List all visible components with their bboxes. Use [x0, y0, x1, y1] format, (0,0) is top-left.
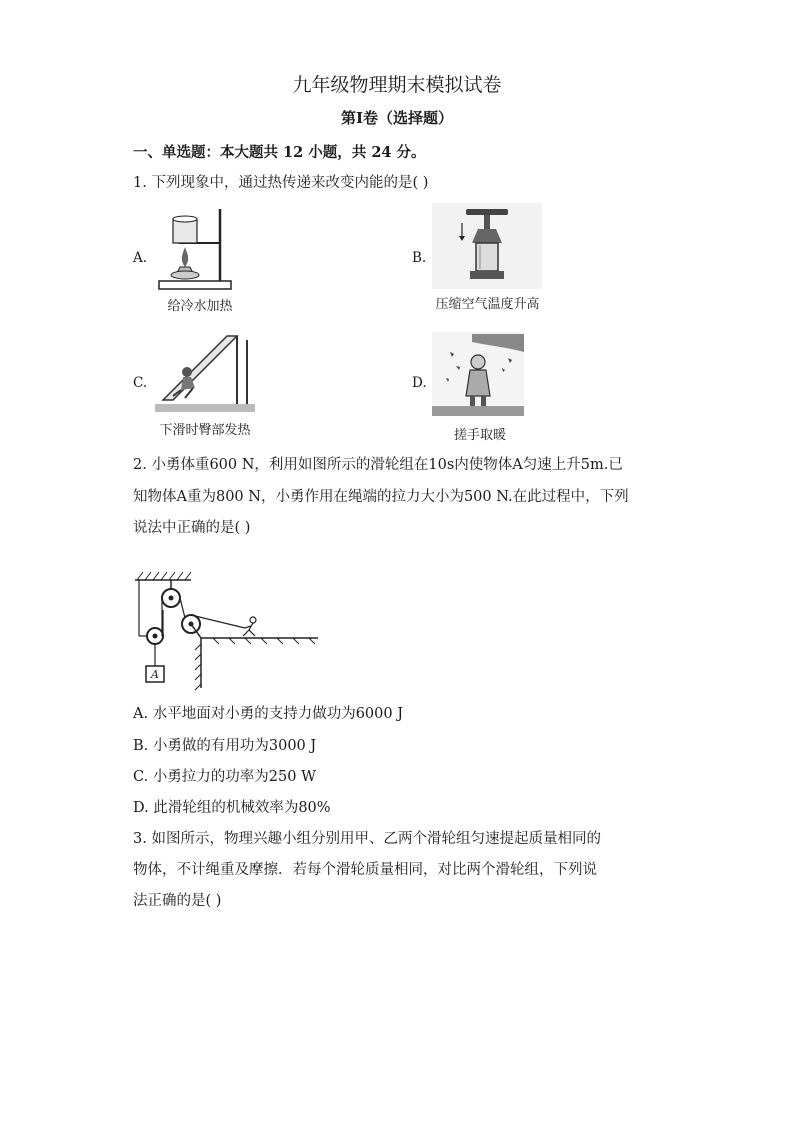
- q1-option-d-caption: 搓手取暖: [453, 428, 506, 443]
- page-subtitle: 第I卷（选择题）: [340, 109, 454, 127]
- q2-stem-line-3: 说法中正确的是( ): [133, 520, 251, 536]
- q1-option-b-label: B.: [412, 250, 427, 266]
- q3-stem-line-1: 3. 如图所示，物理兴趣小组分别用甲、乙两个滑轮组匀速提起质量相同的: [133, 831, 601, 847]
- q1-option-d-image: [432, 332, 524, 416]
- q1-option-a-caption: 给冷水加热: [167, 299, 233, 314]
- q2-option-a: A. 水平地面对小勇的支持力做功为6000 J: [133, 706, 404, 722]
- q1-option-b-image: [432, 203, 542, 289]
- q1-option-d-label: D.: [412, 375, 427, 391]
- q2-option-b: B. 小勇做的有用功为3000 J: [133, 738, 317, 754]
- page-title: 九年级物理期末模拟试卷: [292, 74, 502, 96]
- q2-stem-line-2: 知物体A重为800 N，小勇作用在绳端的拉力大小为500 N.在此过程中，下列: [133, 489, 629, 505]
- q2-figure-label-a: A: [151, 668, 159, 681]
- q1-option-a-image: [155, 205, 245, 297]
- q1-option-c-label: C.: [133, 375, 148, 391]
- q3-stem-line-2: 物体，不计绳重及摩擦．若每个滑轮质量相同，对比两个滑轮组，下列说: [133, 862, 597, 878]
- q2-stem-line-1: 2. 小勇体重600 N，利用如图所示的滑轮组在10s内使物体A匀速上升5m.已: [133, 457, 623, 473]
- q1-option-c-caption: 下滑时臀部发热: [159, 423, 251, 438]
- q1-option-a-label: A.: [133, 250, 148, 266]
- q2-option-c: C. 小勇拉力的功率为250 W: [133, 769, 316, 785]
- section-heading: 一、单选题：本大题共 12 小题，共 24 分。: [133, 144, 426, 161]
- q2-pulley-figure: [133, 570, 323, 692]
- q1-option-b-caption: 压缩空气温度升高: [435, 297, 540, 312]
- q3-stem-line-3: 法正确的是( ): [133, 893, 222, 909]
- q1-stem: 1. 下列现象中，通过热传递来改变内能的是( ): [133, 175, 429, 191]
- q2-option-d: D. 此滑轮组的机械效率为80%: [133, 800, 331, 816]
- q1-option-c-image: [155, 330, 255, 412]
